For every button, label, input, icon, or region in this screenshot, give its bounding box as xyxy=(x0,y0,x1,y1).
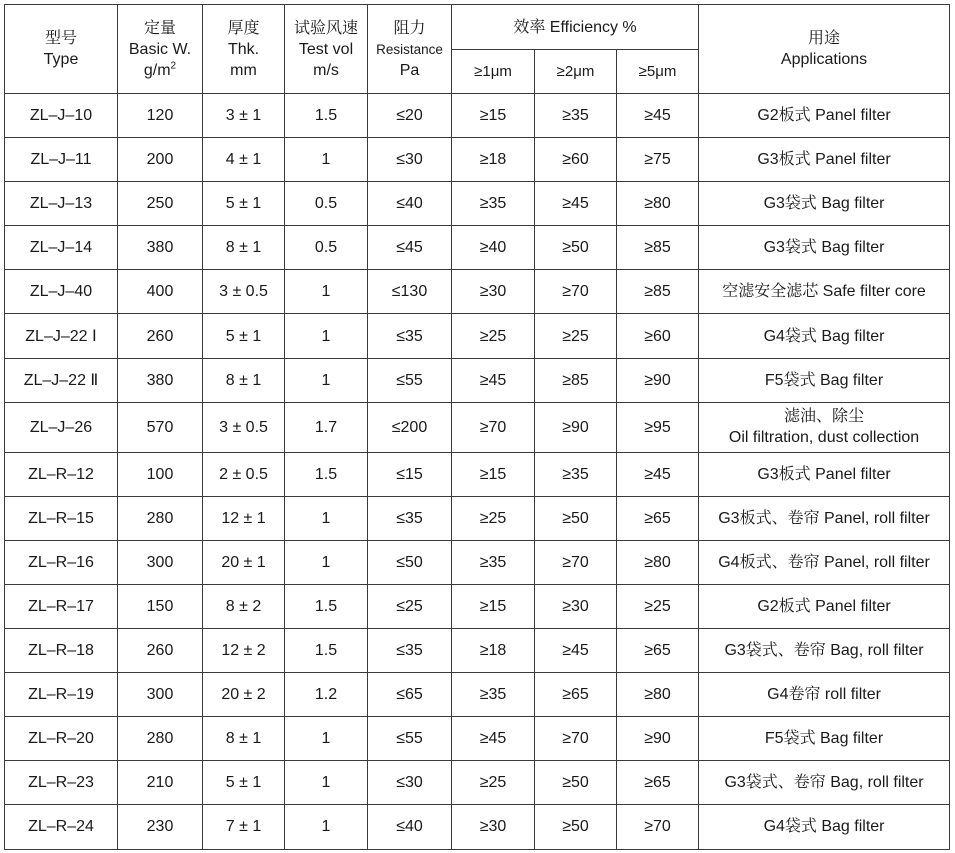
table-row xyxy=(5,358,950,402)
cell-applications xyxy=(699,805,950,849)
table-row xyxy=(5,94,950,138)
cell-efficiency-2um: ≥50 xyxy=(535,226,617,270)
cell-type: ZL–R–15 xyxy=(5,496,118,540)
cell-thickness: 5 ± 1 xyxy=(203,761,285,805)
cell-test-velocity: 1 xyxy=(285,540,368,584)
cell-efficiency-2um: ≥90 xyxy=(535,402,617,452)
cell-applications xyxy=(699,314,950,358)
cell-thickness: 8 ± 1 xyxy=(203,717,285,761)
cell-test-velocity: 0.5 xyxy=(285,182,368,226)
applications-line: G4袋式 Bag filter xyxy=(763,327,885,345)
header-efficiency-1um: ≥1μm xyxy=(452,50,535,94)
cell-type: ZL–J–14 xyxy=(5,226,118,270)
cell-efficiency-5um: ≥80 xyxy=(617,182,699,226)
cell-test-velocity: 1.7 xyxy=(285,402,368,452)
cell-type: ZL–R–24 xyxy=(5,805,118,849)
cell-efficiency-1um: ≥25 xyxy=(452,761,535,805)
cell-applications xyxy=(699,717,950,761)
table-row xyxy=(5,226,950,270)
cell-efficiency-5um: ≥80 xyxy=(617,673,699,717)
cell-test-velocity: 1 xyxy=(285,138,368,182)
cell-efficiency-5um: ≥65 xyxy=(617,496,699,540)
table-row xyxy=(5,452,950,496)
cell-efficiency-2um: ≥70 xyxy=(535,270,617,314)
cell-resistance: ≤40 xyxy=(368,805,452,849)
cell-type: ZL–J–10 xyxy=(5,94,118,138)
cell-efficiency-2um: ≥25 xyxy=(535,314,617,358)
cell-test-velocity: 1 xyxy=(285,270,368,314)
cell-resistance: ≤130 xyxy=(368,270,452,314)
cell-applications xyxy=(699,540,950,584)
cell-thickness: 3 ± 1 xyxy=(203,94,285,138)
cell-efficiency-5um: ≥65 xyxy=(617,761,699,805)
cell-resistance: ≤40 xyxy=(368,182,452,226)
cell-efficiency-5um: ≥45 xyxy=(617,452,699,496)
applications-line: 滤油、除尘 xyxy=(784,408,865,426)
cell-efficiency-1um: ≥18 xyxy=(452,629,535,673)
header-row xyxy=(5,5,950,50)
table-row xyxy=(5,314,950,358)
cell-thickness: 4 ± 1 xyxy=(203,138,285,182)
cell-efficiency-1um: ≥25 xyxy=(452,496,535,540)
cell-efficiency-2um: ≥85 xyxy=(535,358,617,402)
cell-test-velocity: 1.5 xyxy=(285,629,368,673)
cell-thickness: 12 ± 1 xyxy=(203,496,285,540)
cell-basic-weight: 380 xyxy=(118,358,203,402)
applications-line: G3袋式 Bag filter xyxy=(763,195,885,213)
cell-efficiency-2um: ≥70 xyxy=(535,717,617,761)
cell-applications xyxy=(699,452,950,496)
cell-basic-weight: 210 xyxy=(118,761,203,805)
cell-efficiency-1um: ≥45 xyxy=(452,717,535,761)
header-applications: 用途 Applications xyxy=(699,5,950,94)
header-resistance: 阻力 Resistance Pa xyxy=(368,5,452,94)
cell-efficiency-1um: ≥45 xyxy=(452,358,535,402)
cell-basic-weight: 200 xyxy=(118,138,203,182)
cell-thickness: 20 ± 1 xyxy=(203,540,285,584)
cell-efficiency-5um: ≥70 xyxy=(617,805,699,849)
cell-efficiency-2um: ≥50 xyxy=(535,761,617,805)
cell-test-velocity: 1 xyxy=(285,314,368,358)
cell-type: ZL–J–22 Ⅱ xyxy=(5,358,118,402)
cell-efficiency-2um: ≥60 xyxy=(535,138,617,182)
cell-resistance: ≤50 xyxy=(368,540,452,584)
cell-thickness: 3 ± 0.5 xyxy=(203,270,285,314)
header-efficiency-2um: ≥2μm xyxy=(535,50,617,94)
applications-line: G2板式 Panel filter xyxy=(757,107,891,125)
cell-resistance: ≤200 xyxy=(368,402,452,452)
cell-efficiency-2um: ≥35 xyxy=(535,452,617,496)
cell-efficiency-5um: ≥80 xyxy=(617,540,699,584)
cell-basic-weight: 280 xyxy=(118,496,203,540)
applications-line: G4袋式 Bag filter xyxy=(763,818,885,836)
cell-applications xyxy=(699,629,950,673)
cell-resistance: ≤35 xyxy=(368,629,452,673)
cell-type: ZL–J–26 xyxy=(5,402,118,452)
cell-applications xyxy=(699,270,950,314)
cell-efficiency-2um: ≥35 xyxy=(535,94,617,138)
cell-efficiency-1um: ≥30 xyxy=(452,270,535,314)
cell-efficiency-1um: ≥35 xyxy=(452,673,535,717)
applications-line: G3板式 Panel filter xyxy=(757,465,891,483)
applications-line: G3板式、卷帘 Panel, roll filter xyxy=(718,509,930,527)
cell-applications xyxy=(699,402,950,452)
cell-basic-weight: 300 xyxy=(118,673,203,717)
cell-thickness: 20 ± 2 xyxy=(203,673,285,717)
cell-test-velocity: 1 xyxy=(285,358,368,402)
cell-resistance: ≤30 xyxy=(368,761,452,805)
cell-applications xyxy=(699,496,950,540)
header-thickness: 厚度 Thk. mm xyxy=(203,5,285,94)
cell-efficiency-1um: ≥30 xyxy=(452,805,535,849)
cell-test-velocity: 1 xyxy=(285,496,368,540)
cell-basic-weight: 400 xyxy=(118,270,203,314)
cell-efficiency-1um: ≥15 xyxy=(452,452,535,496)
filter-spec-table xyxy=(4,4,950,850)
cell-type: ZL–R–19 xyxy=(5,673,118,717)
applications-line: G4卷帘 roll filter xyxy=(767,686,881,704)
cell-basic-weight: 300 xyxy=(118,540,203,584)
applications-line: G4板式、卷帘 Panel, roll filter xyxy=(718,553,930,571)
cell-basic-weight: 120 xyxy=(118,94,203,138)
cell-basic-weight: 260 xyxy=(118,314,203,358)
cell-applications xyxy=(699,673,950,717)
table-row xyxy=(5,805,950,849)
cell-test-velocity: 1.5 xyxy=(285,584,368,628)
cell-thickness: 8 ± 1 xyxy=(203,226,285,270)
cell-resistance: ≤35 xyxy=(368,496,452,540)
cell-thickness: 12 ± 2 xyxy=(203,629,285,673)
cell-efficiency-1um: ≥35 xyxy=(452,182,535,226)
cell-applications xyxy=(699,138,950,182)
cell-thickness: 5 ± 1 xyxy=(203,314,285,358)
applications-line: G3板式 Panel filter xyxy=(757,151,891,169)
cell-efficiency-1um: ≥15 xyxy=(452,94,535,138)
cell-basic-weight: 380 xyxy=(118,226,203,270)
cell-efficiency-2um: ≥45 xyxy=(535,629,617,673)
cell-efficiency-5um: ≥85 xyxy=(617,270,699,314)
cell-test-velocity: 1 xyxy=(285,717,368,761)
cell-applications xyxy=(699,182,950,226)
cell-thickness: 3 ± 0.5 xyxy=(203,402,285,452)
cell-thickness: 7 ± 1 xyxy=(203,805,285,849)
spec-table-container xyxy=(4,4,950,850)
cell-type: ZL–J–40 xyxy=(5,270,118,314)
applications-line: G3袋式、卷帘 Bag, roll filter xyxy=(724,642,924,660)
cell-efficiency-2um: ≥70 xyxy=(535,540,617,584)
cell-resistance: ≤20 xyxy=(368,94,452,138)
cell-applications xyxy=(699,358,950,402)
header-type: 型号 Type xyxy=(5,5,118,94)
applications-line: F5袋式 Bag filter xyxy=(764,371,884,389)
cell-efficiency-1um: ≥40 xyxy=(452,226,535,270)
cell-efficiency-1um: ≥15 xyxy=(452,584,535,628)
cell-efficiency-5um: ≥60 xyxy=(617,314,699,358)
table-row xyxy=(5,270,950,314)
table-row xyxy=(5,182,950,226)
cell-resistance: ≤55 xyxy=(368,358,452,402)
cell-basic-weight: 150 xyxy=(118,584,203,628)
cell-test-velocity: 1.5 xyxy=(285,94,368,138)
cell-resistance: ≤65 xyxy=(368,673,452,717)
cell-efficiency-1um: ≥18 xyxy=(452,138,535,182)
cell-resistance: ≤30 xyxy=(368,138,452,182)
cell-efficiency-1um: ≥70 xyxy=(452,402,535,452)
table-row xyxy=(5,496,950,540)
cell-efficiency-5um: ≥45 xyxy=(617,94,699,138)
header-basic-weight: 定量 Basic W. $g/m^2$ xyxy=(118,5,203,94)
cell-efficiency-5um: ≥90 xyxy=(617,358,699,402)
table-row xyxy=(5,402,950,452)
cell-test-velocity: 0.5 xyxy=(285,226,368,270)
cell-basic-weight: 280 xyxy=(118,717,203,761)
header-test-velocity: 试验风速 Test vol m/s xyxy=(285,5,368,94)
table-row xyxy=(5,629,950,673)
applications-line: Oil filtration, dust collection xyxy=(728,429,920,447)
table-row xyxy=(5,761,950,805)
cell-type: ZL–R–17 xyxy=(5,584,118,628)
cell-efficiency-5um: ≥85 xyxy=(617,226,699,270)
cell-thickness: 8 ± 2 xyxy=(203,584,285,628)
applications-line: 空滤安全滤芯 Safe filter core xyxy=(722,283,926,301)
cell-basic-weight: 250 xyxy=(118,182,203,226)
cell-efficiency-2um: ≥50 xyxy=(535,496,617,540)
cell-efficiency-5um: ≥25 xyxy=(617,584,699,628)
cell-type: ZL–R–20 xyxy=(5,717,118,761)
cell-efficiency-2um: ≥30 xyxy=(535,584,617,628)
cell-applications xyxy=(699,226,950,270)
cell-resistance: ≤15 xyxy=(368,452,452,496)
cell-type: ZL–R–16 xyxy=(5,540,118,584)
cell-test-velocity: 1.2 xyxy=(285,673,368,717)
cell-efficiency-5um: ≥90 xyxy=(617,717,699,761)
cell-type: ZL–R–18 xyxy=(5,629,118,673)
cell-efficiency-5um: ≥95 xyxy=(617,402,699,452)
cell-efficiency-1um: ≥35 xyxy=(452,540,535,584)
cell-basic-weight: 230 xyxy=(118,805,203,849)
cell-applications xyxy=(699,94,950,138)
cell-resistance: ≤25 xyxy=(368,584,452,628)
cell-resistance: ≤45 xyxy=(368,226,452,270)
cell-basic-weight: 260 xyxy=(118,629,203,673)
table-row xyxy=(5,673,950,717)
applications-line: G3袋式 Bag filter xyxy=(763,239,885,257)
cell-efficiency-2um: ≥50 xyxy=(535,805,617,849)
table-row xyxy=(5,138,950,182)
cell-type: ZL–J–13 xyxy=(5,182,118,226)
cell-test-velocity: 1.5 xyxy=(285,452,368,496)
cell-applications xyxy=(699,761,950,805)
cell-applications xyxy=(699,584,950,628)
cell-resistance: ≤55 xyxy=(368,717,452,761)
cell-thickness: 2 ± 0.5 xyxy=(203,452,285,496)
table-row xyxy=(5,584,950,628)
header-efficiency-5um: ≥5μm xyxy=(617,50,699,94)
cell-efficiency-2um: ≥45 xyxy=(535,182,617,226)
cell-efficiency-5um: ≥75 xyxy=(617,138,699,182)
cell-type: ZL–R–23 xyxy=(5,761,118,805)
table-row xyxy=(5,717,950,761)
cell-efficiency-1um: ≥25 xyxy=(452,314,535,358)
cell-thickness: 5 ± 1 xyxy=(203,182,285,226)
cell-efficiency-5um: ≥65 xyxy=(617,629,699,673)
cell-efficiency-2um: ≥65 xyxy=(535,673,617,717)
cell-type: ZL–J–22 Ⅰ xyxy=(5,314,118,358)
applications-line: G3袋式、卷帘 Bag, roll filter xyxy=(724,774,924,792)
cell-type: ZL–J–11 xyxy=(5,138,118,182)
cell-basic-weight: 100 xyxy=(118,452,203,496)
header-efficiency: 效率 Efficiency % xyxy=(452,5,699,50)
cell-basic-weight: 570 xyxy=(118,402,203,452)
applications-line: G2板式 Panel filter xyxy=(757,597,891,615)
cell-resistance: ≤35 xyxy=(368,314,452,358)
cell-test-velocity: 1 xyxy=(285,761,368,805)
cell-test-velocity: 1 xyxy=(285,805,368,849)
table-row xyxy=(5,540,950,584)
cell-thickness: 8 ± 1 xyxy=(203,358,285,402)
cell-type: ZL–R–12 xyxy=(5,452,118,496)
applications-line: F5袋式 Bag filter xyxy=(764,730,884,748)
